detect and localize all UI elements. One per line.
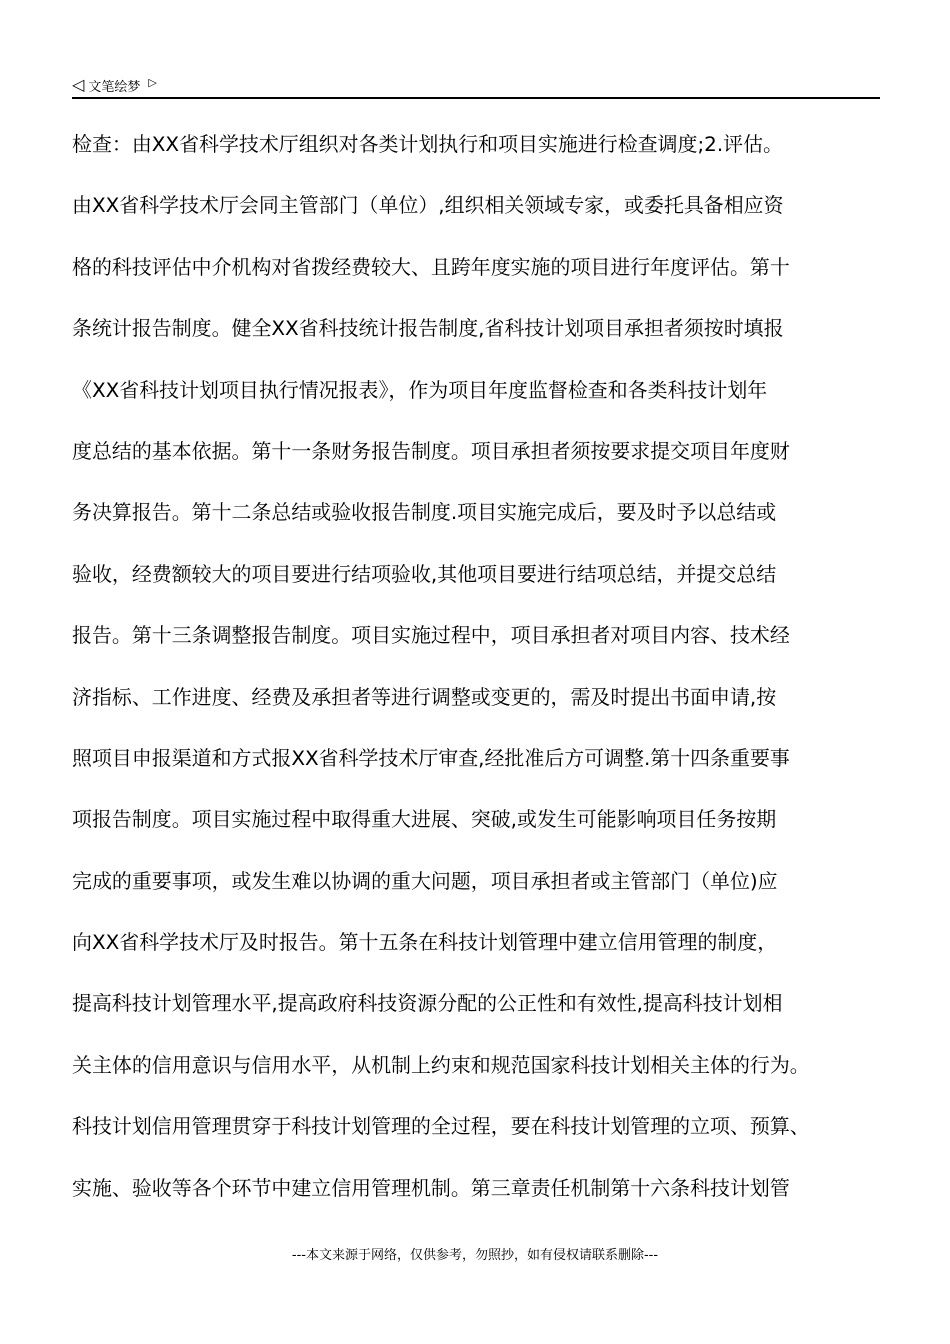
document-body (72, 118, 882, 1223)
text-line: 济指标、工作进度、经费及承担者等进行调整或变更的，需及时提出书面申请,按 (72, 684, 777, 709)
triangle-right-icon: ▷ (148, 75, 157, 89)
text-line: 报告。第十三条调整报告制度。项目实施过程中，项目承担者对项目内容、技术经 (72, 623, 790, 648)
text-line: 《XX省科技计划项目执行情况报表》，作为项目年度监督检查和各类科技计划年 (72, 377, 768, 402)
header-title: 文笔绘梦 (88, 79, 141, 95)
header-divider (72, 97, 880, 99)
text-line: 提高科技计划管理水平,提高政府科技资源分配的公正性和有效性,提高科技计划相 (72, 991, 783, 1016)
page-footer: ---本文来源于网络，仅供参考，勿照抄，如有侵权请联系删除--- (291, 1248, 659, 1263)
text-line: 科技计划信用管理贯穿于科技计划管理的全过程，要在科技计划管理的立项、预算、 (72, 1114, 810, 1139)
text-line: 向XX省科学技术厅及时报告。第十五条在科技计划管理中建立信用管理的制度， (72, 930, 778, 955)
text-line: 检查：由XX省科学技术厅组织对各类计划执行和项目实施进行检查调度;2.评估。 (72, 132, 783, 156)
text-line: 项报告制度。项目实施过程中取得重大进展、突破,或发生可能影响项目任务按期 (72, 807, 777, 832)
text-line: 验收，经费额较大的项目要进行结项验收,其他项目要进行结项总结，并提交总结 (72, 561, 777, 586)
text-line: 条统计报告制度。健全XX省科技统计报告制度,省科技计划项目承担者须按时填报 (72, 316, 784, 341)
triangle-left-icon: ◁ (72, 75, 85, 94)
text-line: 务决算报告。第十二条总结或验收报告制度.项目实施完成后，要及时予以总结或 (72, 500, 777, 525)
text-line: 实施、验收等各个环节中建立信用管理机制。第三章责任机制第十六条科技计划管 (72, 1175, 790, 1200)
text-line: 格的科技评估中介机构对省拨经费较大、且跨年度实施的项目进行年度评估。第十 (72, 254, 790, 279)
text-line: 关主体的信用意识与信用水平，从机制上约束和规范国家科技计划相关主体的行为。 (72, 1052, 810, 1077)
text-line: 完成的重要事项，或发生难以协调的重大问题，项目承担者或主管部门（单位)应 (72, 868, 778, 893)
text-line: 照项目申报渠道和方式报XX省科学技术厅审查,经批准后方可调整.第十四条重要事 (72, 745, 790, 770)
text-line: 由XX省科学技术厅会同主管部门（单位）,组织相关领域专家，或委托具备相应资 (72, 193, 784, 218)
page-header (72, 72, 157, 98)
text-line: 度总结的基本依据。第十一条财务报告制度。项目承担者须按要求提交项目年度财 (72, 438, 790, 463)
